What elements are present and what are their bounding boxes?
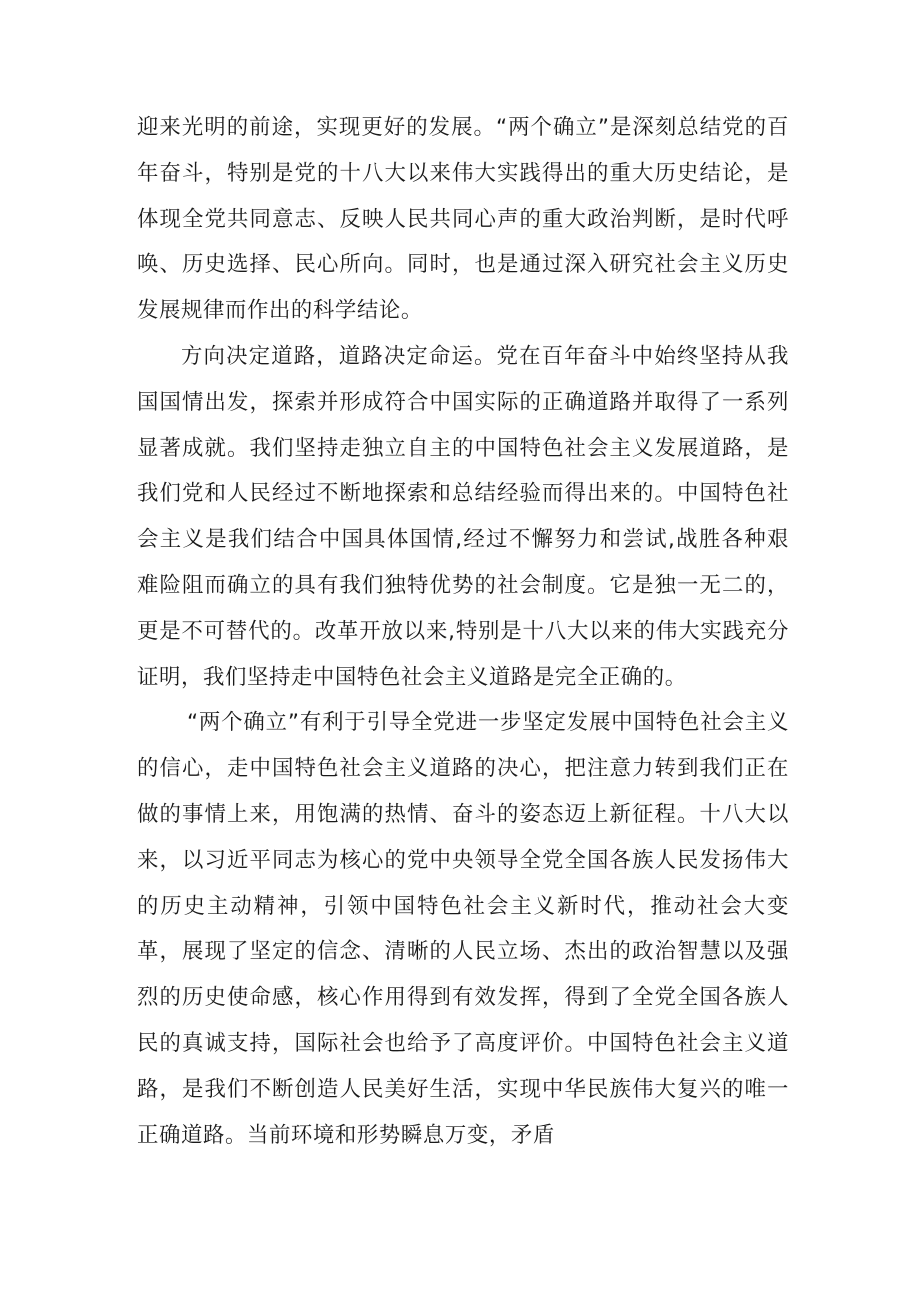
- paragraph-continuation: 迎来光明的前途，实现更好的发展。“两个确立”是深刻总结党的百年奋斗，特别是党的十八大以来伟大实践得出的重大历史结论，是体现全党共同意志、反映人民共同心声的重大政治判断，是时代呼唤、历史选择、民心所向。同时，也是通过深入研究社会主义历史发展规律而作出的科学结论。: [137, 115, 789, 324]
- document-body: [137, 105, 789, 1158]
- paragraph-confidence: “两个确立”有利于引导全党进一步坚定发展中国特色社会主义的信心，走中国特色社会主义道路的决心，把注意力转到我们正在做的事情上来，用饱满的热情、奋斗的姿态迈上新征程。十八大以来，以习近平同志为核心的党中央领导全党全国各族人民发扬伟大的历史主动精神，引领中国特色社会主义新时代，推动社会大变革，展现了坚定的信念、清晰的人民立场、杰出的政治智慧以及强烈的历史使命感，核心作用得到有效发挥，得到了全党全国各族人民的真诚支持，国际社会也给予了高度评价。中国特色社会主义道路，是我们不断创造人民美好生活，实现中华民族伟大复兴的唯一正确道路。当前环境和形势瞬息万变，矛盾: [137, 710, 789, 1148]
- paragraph-road: 方向决定道路，道路决定命运。党在百年奋斗中始终坚持从我国国情出发，探索并形成符合中国实际的正确道路并取得了一系列显著成就。我们坚持走独立自主的中国特色社会主义发展道路，是我们党和人民经过不断地探索和总结经验而得出来的。中国特色社会主义是我们结合中国具体国情,经过不懈努力和尝试,战胜各种艰难险阻而确立的具有我们独特优势的社会制度。它是独一无二的，更是不可替代的。改革开放以来,特别是十八大以来的伟大实践充分证明，我们坚持走中国特色社会主义道路是完全正确的。: [137, 343, 789, 690]
